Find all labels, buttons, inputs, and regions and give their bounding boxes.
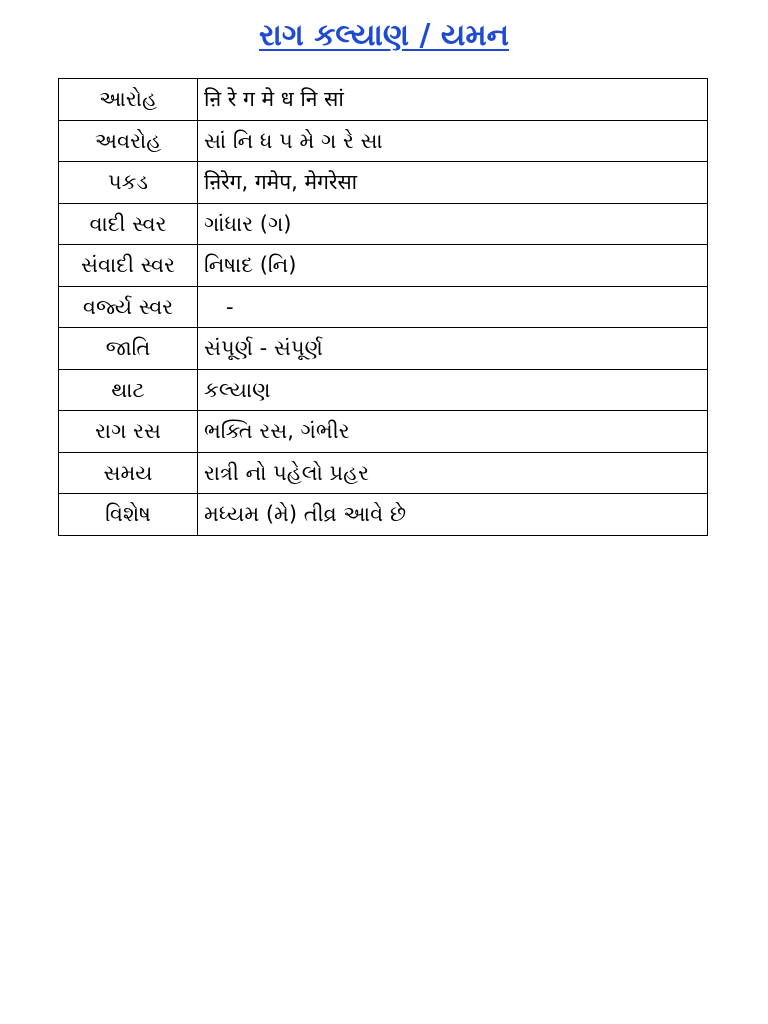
row-label-samvadi-swar: સંવાદી સ્વર — [59, 245, 198, 287]
row-label-varjya-swar: વર્જ્ય સ્વર — [59, 286, 198, 328]
row-value-vishesh: મધ્યમ (મે) તીવ્ર આવે છે — [198, 494, 708, 536]
row-value-varjya-swar: - — [198, 286, 708, 328]
raga-info-table — [58, 78, 708, 536]
row-value-jati: સંપૂર્ણ - સંપૂર્ણ — [198, 328, 708, 370]
row-label-aroha: આરોહ — [59, 79, 198, 121]
page-title: રાગ કલ્યાણ / યમન — [258, 18, 509, 53]
row-value-raga-ras: ભક્તિ રસ, ગંભીર — [198, 411, 708, 453]
row-label-vadi-swar: વાદી સ્વર — [59, 203, 198, 245]
table-row-pakad — [59, 162, 708, 204]
table-row-aroha — [59, 79, 708, 121]
row-label-pakad: પકડ — [59, 162, 198, 204]
row-label-raga-ras: રાગ રસ — [59, 411, 198, 453]
row-value-avaroha: સાં નિ ધ પ મે ગ રે સા — [198, 120, 708, 162]
row-label-samay: સમય — [59, 452, 198, 494]
row-label-thaat: થાટ — [59, 369, 198, 411]
row-label-jati: જાતિ — [59, 328, 198, 370]
table-row-samay — [59, 452, 708, 494]
table-row-thaat — [59, 369, 708, 411]
row-value-pakad: ऩिरेग, गमेप, मेगरेसा — [198, 162, 708, 204]
table-row-vishesh — [59, 494, 708, 536]
row-value-aroha: ऩि रे ग मे ध नि सां — [198, 79, 708, 121]
table-row-jati — [59, 328, 708, 370]
row-value-samvadi-swar: નિષાદ (નિ) — [198, 245, 708, 287]
table-row-varjya-swar — [59, 286, 708, 328]
table-row-vadi-swar — [59, 203, 708, 245]
table-row-raga-ras — [59, 411, 708, 453]
row-value-vadi-swar: ગાંધાર (ગ) — [198, 203, 708, 245]
table-row-samvadi-swar — [59, 245, 708, 287]
table-row-avaroha — [59, 120, 708, 162]
row-label-avaroha: અવરોહ — [59, 120, 198, 162]
row-label-vishesh: વિશેષ — [59, 494, 198, 536]
row-value-thaat: કલ્યાણ — [198, 369, 708, 411]
row-value-samay: રાત્રી નો પહેલો પ્રહર — [198, 452, 708, 494]
